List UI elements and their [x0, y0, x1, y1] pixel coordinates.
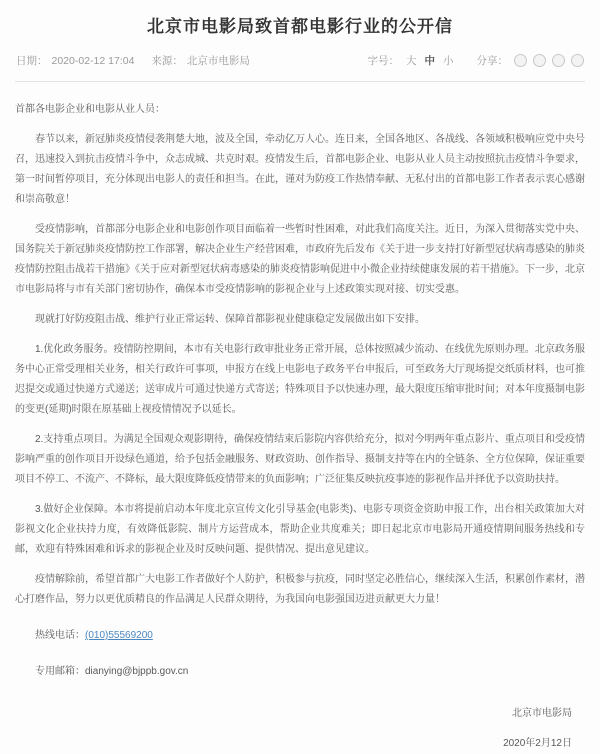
font-size-small-button[interactable]: 小: [443, 54, 454, 67]
wechat-share-icon[interactable]: [514, 54, 527, 67]
signature-block: [0, 704, 572, 754]
header-divider: [15, 81, 585, 82]
more-share-icon[interactable]: [571, 54, 584, 67]
meta-bar: [16, 53, 584, 67]
paragraph-policy: 受疫情影响，首都部分电影企业和电影创作项目面临着一些暂时性困难，对此我们高度关注。近日，为深入贯彻落实党中央、国务院关于新冠肺炎疫情防控工作部署，解决企业生产经营困难，市政府先后发布《关于进一步支持打好新型冠状病毒感染的肺炎疫情防控阻击战若干措施》《关于应对新型冠状病毒感染的肺炎疫情影响促进中小微企业持续健康发展的若干措施》。下一步，北京市电影局将与市有关部门密切协作，确保本市受疫情影响的影视企业与上述政策实现对接、切实受惠。: [15, 224, 585, 295]
qzone-share-icon[interactable]: [552, 54, 565, 67]
source-label: 来源：: [151, 54, 183, 67]
email-label: 专用邮箱：: [35, 666, 85, 677]
hotline-phone-link[interactable]: (010)55569200: [85, 630, 153, 641]
email-value: dianying@bjppb.gov.cn: [85, 666, 189, 677]
share-icons-group: [514, 54, 584, 67]
paragraph-item-3: 3.做好企业保障。本市将提前启动本年度北京宣传文化引导基金(电影类)、电影专项资金资助申报工作，出台相关政策加大对影视文化企业扶持力度，有效降低影院、制片方运营成本，帮助企业共度难关；即日起北京市电影局开通疫情期间服务热线和专邮，欢迎有特殊困难和诉求的影视企业及时反映问题、提供情况、提出意见建议。: [15, 504, 585, 555]
meta-left: [16, 53, 254, 68]
date-value: 2020-02-12 17:04: [51, 54, 135, 67]
signature-date: 2020年2月12日: [503, 738, 572, 749]
email-line: [15, 662, 585, 682]
paragraph-item-1: 1.优化政务服务。疫情防控期间，本市有关电影行政审批业务正常开展，总体按照减少流动、在线优先原则办理。北京政务服务中心正常受理相关业务，相关行政许可事项，申报方在线上电影电子政务平台申报后，可至政务大厅现场提交纸质材料，也可推迟提交或通过快递方式递送；送审成片可通过快递方式寄送；特殊项目予以快速办理，最大限度压缩审批时间；对本年度摄制电影的变更(延期)时限在原基础上视疫情情况予以延长。: [15, 344, 585, 415]
letter-body: [15, 100, 585, 682]
source-value: 北京市电影局: [186, 54, 250, 67]
date-label: 日期：: [16, 54, 48, 67]
paragraph-closing: 疫情解除前，希望首都广大电影工作者做好个人防护，积极参与抗疫，同时坚定必胜信心，继续深入生活，积累创作素材，潜心打磨作品，努力以更优质精良的作品满足人民群众期待，为我国向电影强国迈进贡献更大力量！: [15, 574, 585, 605]
page-title: 北京市电影局致首都电影行业的公开信: [147, 17, 453, 36]
hotline-line: [15, 626, 585, 646]
weibo-share-icon[interactable]: [533, 54, 546, 67]
paragraph-item-2: 2.支持重点项目。为满足全国观众观影期待，确保疫情结束后影院内容供给充分，拟对今明两年重点影片、重点项目和受疫情影响严重的创作项目开设绿色通道，给予包括金融服务、财政资助、创作指导、摄制支持等在内的全链条、全方位保障，保证重要项目不停工、不流产、不降标，最大限度降低疫情带来的负面影响；广泛征集反映抗疫事迹的影视作品并择优予以资助扶持。: [15, 434, 585, 485]
paragraph-arrangement: 现就打好防疫阻击战、维护行业正常运转、保障首都影视业健康稳定发展做出如下安排。: [35, 314, 425, 325]
signature-org: 北京市电影局: [512, 708, 572, 719]
meta-right: [368, 53, 585, 68]
hotline-label: 热线电话：: [35, 630, 85, 641]
salutation: 首都各电影企业和电影从业人员：: [15, 104, 165, 115]
share-label: 分享：: [476, 54, 508, 67]
font-size-medium-button[interactable]: 中: [424, 54, 435, 67]
font-size-large-button[interactable]: 大: [406, 54, 417, 67]
font-size-label: 字号：: [367, 54, 399, 67]
paragraph-intro: 春节以来，新冠肺炎疫情侵袭荆楚大地，波及全国，牵动亿万人心。连日来，全国各地区、各战线、各领域积极响应党中央号召，迅速投入到抗击疫情斗争中，众志成城、共克时艰。疫情发生后，首都电影企业、电影从业人员主动按照抗击疫情斗争要求，第一时间暂停项目，充分体现出电影人的责任和担当。在此，谨对为防疫工作热情奉献、无私付出的首都电影工作者表示衷心感谢和崇高敬意！: [15, 134, 585, 205]
